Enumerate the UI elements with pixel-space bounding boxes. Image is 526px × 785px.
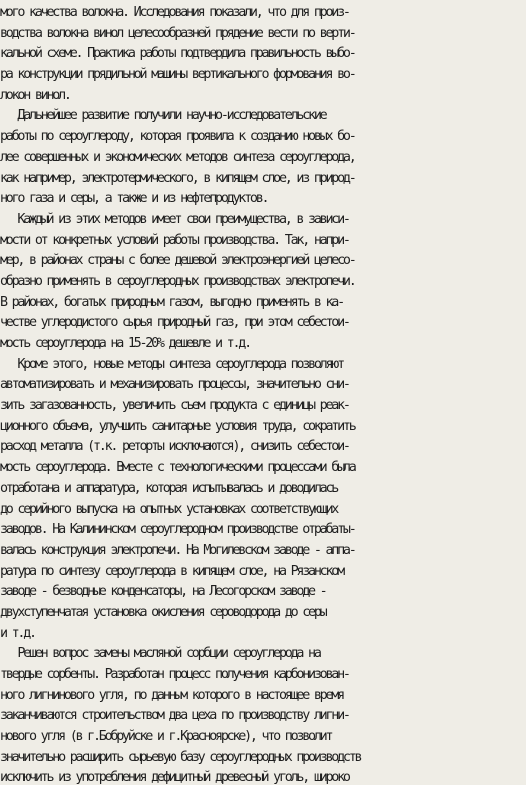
text-line: В районах, богатых природным газом, выгодно применять в ка- <box>0 294 343 310</box>
text-line: валась конструкция электропечи. На Могилевском заводе - аппа- <box>0 542 355 558</box>
text-line: Кроме этого, новые методы синтеза сероуглерода позволяют <box>0 356 343 372</box>
text-line: исключить из употребления дефицитный древесный уголь, широко <box>0 770 349 785</box>
text-line: зить загазованность, увеличить съем продукта с единицы реак- <box>0 398 349 414</box>
text-line: мер, в районах страны с более дешевой электроэнергией целесо- <box>0 253 355 269</box>
text-line: ного газа и серы, а также и из нефтепродуктов. <box>0 191 268 207</box>
text-line: отработана и аппаратура, которая испытывалась и доводилась <box>0 480 338 496</box>
text-line: двухступенчатая установка окисления сероводорода до серы <box>0 604 326 620</box>
text-line: и т.д. <box>0 625 35 641</box>
text-line: твердые сорбенты. Разработан процесс получения карбонизован- <box>0 667 349 682</box>
text-line: ратура по синтезу сероуглерода в кипящем слое, на Рязанском <box>0 563 343 579</box>
text-line: Решен вопрос замены масляной сорбции сероуглерода на <box>0 646 320 662</box>
text-line: работы по сероуглероду, которая проявила к созданию новых бо- <box>0 129 355 145</box>
text-line: ного лигнинового угля, по данным которого в настоящее время <box>0 687 343 703</box>
document-body <box>0 3 526 785</box>
text-line: заводов. На Калининском сероуглеродном производстве отрабаты- <box>0 522 355 538</box>
text-line: как например, электротермического, в кипящем слое, из природ- <box>0 170 355 186</box>
text-line: мость сероуглерода. Вместе с технологическими процессами была <box>0 460 355 476</box>
text-line: локон винол. <box>0 87 70 103</box>
text-line: кальной схеме. Практика работы подтвердила правильность выбо- <box>0 46 355 62</box>
text-line: образно применять в сероуглеродных производствах электропечи. <box>0 273 355 289</box>
text-line: лее совершенных и экономических методов синтеза сероуглерода, <box>0 149 355 165</box>
text-line: ра конструкции прядильной машины вертикального формования во- <box>0 67 355 83</box>
text-line: автоматизировать и механизировать процессы, значительно сни- <box>0 377 349 393</box>
text-line: Дальнейшее развитие получили научно-исследовательские <box>0 108 326 124</box>
text-line: нового угля (в г.Бобруйске и г.Красноярске), что позволит <box>0 729 332 745</box>
text-line: до серийного выпуска на опытных установках соответствующих <box>0 501 338 517</box>
text-line: значительно расширить сырьевую базу сероуглеродных производств <box>0 749 361 765</box>
text-line: мого качества волокна. Исследования показали, что для произ- <box>0 5 349 20</box>
text-line: честве углеродистого сырья природный газ, при этом себестои- <box>0 315 349 331</box>
text-line: мость сероуглерода на 15-20% дешевле и т.д. <box>0 336 250 351</box>
text-line: ционного объема, улучшить санитарные условия труда, сократить <box>0 418 355 434</box>
text-line: мости от конкретных условий работы производства. Так, напри- <box>0 232 349 248</box>
text-line: заканчиваются строительством два цеха по производству лигни- <box>0 708 349 724</box>
text-line: Каждый из этих методов имеет свои преимущества, в зависи- <box>0 211 349 227</box>
text-line: заводе - безводные конденсаторы, на Лесогорском заводе - <box>0 584 326 600</box>
text-line: водства волокна винол целесообразней прядение вести по верти- <box>0 25 355 41</box>
text-line: расход металла (т.к. реторты исключаются), снизить себестои- <box>0 439 349 455</box>
